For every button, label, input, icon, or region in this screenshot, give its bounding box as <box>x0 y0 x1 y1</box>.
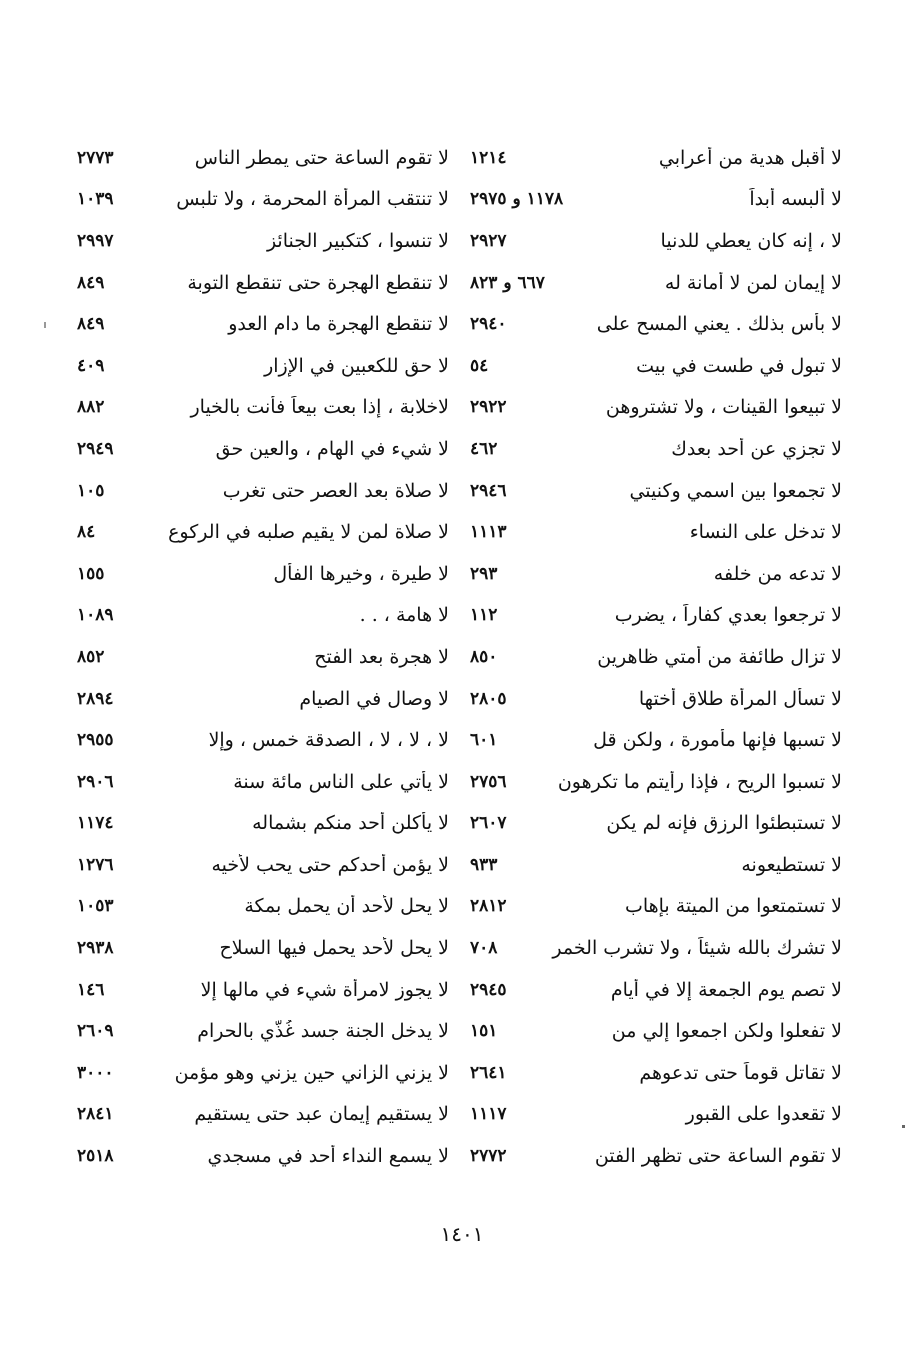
index-entry <box>452 595 842 637</box>
entry-text: لا تبيعوا القينات ، ولا تشتروهن <box>605 396 842 419</box>
entry-text: لا يدخل الجنة جسد غُذّي بالحرام <box>197 1020 449 1043</box>
index-entry <box>69 387 449 429</box>
entry-text: لا تنقطع الهجرة حتى تنقطع التوبة <box>187 271 449 294</box>
index-entry <box>69 303 449 345</box>
index-entry <box>69 553 449 595</box>
entry-reference-number: ٢٦٠٩ <box>77 1021 114 1042</box>
index-entry <box>452 220 842 262</box>
entry-text: لا ، إنه كان يعطي للدنيا <box>660 229 842 252</box>
entry-reference-number: ٢٩٤٥ <box>470 979 507 1000</box>
entry-text: لا هامة ، . . <box>359 604 449 627</box>
entry-text: لا يحل لأحد يحمل فيها السلاح <box>219 937 449 960</box>
entry-reference-number: ٢٩٤٩ <box>77 438 114 459</box>
entry-reference-number: ١٠٣٩ <box>77 189 114 210</box>
index-entry <box>452 719 842 761</box>
index-entry <box>69 220 449 262</box>
entry-text: لا ترجعوا بعدي كفاراً ، يضرب <box>614 604 842 627</box>
entry-text: لا تسبها فإنها مأمورة ، ولكن قل <box>593 729 842 752</box>
entry-text: لا تستبطئوا الرزق فإنه لم يكن <box>606 812 842 835</box>
entry-reference-number: ٢٩٢٧ <box>470 230 507 251</box>
index-entry <box>69 595 449 637</box>
entry-reference-number: ١٥٥ <box>77 563 105 584</box>
index-entry <box>452 636 842 678</box>
entry-text: لا تشرك بالله شيئاً ، ولا تشرب الخمر <box>552 937 842 960</box>
index-entry <box>452 969 842 1011</box>
index-entry <box>452 927 842 969</box>
entry-reference-number: ٨٤٩ <box>77 314 105 335</box>
index-entry <box>452 511 842 553</box>
margin-dot <box>902 1125 905 1128</box>
entry-reference-number: ٢٩٠٦ <box>77 771 114 792</box>
index-entry <box>452 262 842 304</box>
entry-text: لا تزال طائفة من أمتي ظاهرين <box>597 645 842 668</box>
entry-reference-number: ٢٧٧٢ <box>470 1146 507 1167</box>
index-entry <box>452 1094 842 1136</box>
entry-text: لا تسأل المرأة طلاق أختها <box>638 687 842 710</box>
index-entry <box>452 470 842 512</box>
entry-reference-number: ٢٧٥٦ <box>470 771 507 792</box>
entry-text: لا تجزي عن أحد بعدك <box>671 437 842 460</box>
index-entry <box>69 1010 449 1052</box>
entry-text: لا تنقطع الهجرة ما دام العدو <box>228 313 449 336</box>
index-entry <box>452 428 842 470</box>
index-entry <box>69 470 449 512</box>
entry-reference-number: ١٢٧٦ <box>77 854 114 875</box>
entry-reference-number: ٢٦٠٧ <box>470 813 507 834</box>
entry-reference-number: ٢٨٠٥ <box>470 688 507 709</box>
entry-text: لا تدعه من خلفه <box>713 562 842 585</box>
index-entry <box>452 844 842 886</box>
index-entry <box>69 345 449 387</box>
entry-reference-number: ٢٩٥٥ <box>77 730 114 751</box>
index-entry <box>69 511 449 553</box>
entry-reference-number: ٢٧٧٣ <box>77 147 114 168</box>
entry-reference-number: ٢٨١٢ <box>470 896 507 917</box>
index-entry <box>69 886 449 928</box>
entry-reference-number: ١١٢ <box>470 605 498 626</box>
entry-reference-number: ٢٩٩٧ <box>77 230 114 251</box>
index-entry <box>452 137 842 179</box>
entry-text: لا تقاتل قوماً حتى تدعوهم <box>639 1061 842 1084</box>
entry-text: لا يجوز لامرأة شيء في مالها إلا <box>200 978 449 1001</box>
entry-text: لا تستطيعونه <box>741 853 842 876</box>
entry-text: لا تفعلوا ولكن اجمعوا إلي من <box>611 1020 842 1043</box>
index-entry <box>452 1135 842 1177</box>
entry-reference-number: ١٠٥ <box>77 480 105 501</box>
index-entry <box>452 886 842 928</box>
index-entry <box>452 803 842 845</box>
entry-text: لا تقوم الساعة حتى تظهر الفتن <box>594 1145 842 1168</box>
entry-text: لا بأس بذلك . يعني المسح على <box>596 313 842 336</box>
entry-text: لا تقوم الساعة حتى يمطر الناس <box>194 146 449 169</box>
entry-reference-number: ٢٩٣ <box>470 563 498 584</box>
entry-text: لا حق للكعبين في الإزار <box>264 354 449 377</box>
index-entry <box>69 1135 449 1177</box>
index-entry <box>69 1052 449 1094</box>
entry-text: لا يحل لأحد أن يحمل بمكة <box>244 895 449 918</box>
entry-text: لا تجمعوا بين اسمي وكنيتي <box>629 479 842 502</box>
index-entry <box>69 927 449 969</box>
entry-text: لا ، لا ، لا ، الصدقة خمس ، وإلا <box>208 729 449 752</box>
entry-text: لا يزني الزاني حين يزني وهو مؤمن <box>174 1061 449 1084</box>
index-entry <box>452 303 842 345</box>
entry-reference-number: ١٤٦ <box>77 979 105 1000</box>
entry-text: لا هجرة بعد الفتح <box>314 645 449 668</box>
index-entry <box>69 678 449 720</box>
entry-reference-number: ١١٧٤ <box>77 813 114 834</box>
index-entry <box>69 719 449 761</box>
entry-reference-number: ١٠٨٩ <box>77 605 114 626</box>
entry-text: لا إيمان لمن لا أمانة له <box>664 271 842 294</box>
entry-text: لا تسبوا الريح ، فإذا رأيتم ما تكرهون <box>557 770 842 793</box>
entry-reference-number: ١٠٥٣ <box>77 896 114 917</box>
entry-text: لا تصم يوم الجمعة إلا في أيام <box>610 978 842 1001</box>
index-entry <box>69 179 449 221</box>
entry-text: لا وصال في الصيام <box>299 687 449 710</box>
entry-text: لا أقبل هدية من أعرابي <box>658 146 842 169</box>
left-column <box>69 137 449 1177</box>
index-entry <box>69 1094 449 1136</box>
entry-reference-number: ٨٥٢ <box>77 646 105 667</box>
index-entry <box>452 1010 842 1052</box>
entry-reference-number: ٦٠١ <box>470 730 498 751</box>
entry-reference-number: ٨٤٩ <box>77 272 105 293</box>
entry-text: لا يأكلن أحد منكم بشماله <box>252 812 449 835</box>
entry-text: لا تقعدوا على القبور <box>685 1103 842 1126</box>
entry-text: لا تنسوا ، كتكبير الجنائز <box>266 229 449 252</box>
entry-reference-number: ٨٤ <box>77 522 96 543</box>
entry-text: لا ألبسه أبداً <box>749 188 842 211</box>
entry-text: لا يؤمن أحدكم حتى يحب لأخيه <box>211 853 449 876</box>
page-number: ١٤٠١ <box>440 1222 484 1246</box>
entry-reference-number: ٢٨٩٤ <box>77 688 114 709</box>
entry-reference-number: ١٥١ <box>470 1021 498 1042</box>
entry-text: لا تستمتعوا من الميتة بإهاب <box>624 895 842 918</box>
right-column <box>452 137 842 1177</box>
entry-text: لا شيء في الهام ، والعين حق <box>215 437 449 460</box>
entry-reference-number: ٥٤ <box>470 355 489 376</box>
entry-reference-number: ٦٦٧ و ٨٢٣ <box>470 272 545 293</box>
entry-reference-number: ٢٩٢٢ <box>470 397 507 418</box>
entry-text: لا يأتي على الناس مائة سنة <box>233 770 449 793</box>
entry-text: لا تدخل على النساء <box>689 521 842 544</box>
entry-reference-number: ١١٧٨ و ٢٩٧٥ <box>470 189 564 210</box>
index-entry <box>69 636 449 678</box>
entry-reference-number: ٢٨٤١ <box>77 1104 114 1125</box>
entry-text: لا صلاة لمن لا يقيم صلبه في الركوع <box>168 521 449 544</box>
entry-text: لاخلابة ، إذا بعت بيعاً فأنت بالخيار <box>190 396 449 419</box>
entry-reference-number: ١١١٣ <box>470 522 507 543</box>
index-entry <box>452 387 842 429</box>
entry-reference-number: ٧٠٨ <box>470 938 498 959</box>
index-entry <box>452 179 842 221</box>
entry-text: لا طيرة ، وخيرها الفأل <box>273 562 449 585</box>
index-entry <box>69 761 449 803</box>
index-entry <box>452 678 842 720</box>
entry-reference-number: ٢٥١٨ <box>77 1146 114 1167</box>
entry-reference-number: ٨٨٢ <box>77 397 105 418</box>
entry-reference-number: ٩٣٣ <box>470 854 498 875</box>
index-entry <box>69 428 449 470</box>
entry-reference-number: ٢٦٤١ <box>470 1062 507 1083</box>
index-entry <box>69 803 449 845</box>
entry-text: لا صلاة بعد العصر حتى تغرب <box>222 479 449 502</box>
entry-reference-number: ٣٠٠٠ <box>77 1062 114 1083</box>
index-entry <box>452 553 842 595</box>
index-entry <box>452 1052 842 1094</box>
index-entry <box>69 844 449 886</box>
index-entry <box>452 345 842 387</box>
entry-text: لا تنتقب المرأة المحرمة ، ولا تلبس <box>176 188 449 211</box>
entry-reference-number: ٢٩٣٨ <box>77 938 114 959</box>
entry-reference-number: ٨٥٠ <box>470 646 498 667</box>
index-entry <box>69 137 449 179</box>
entry-text: لا تبول في طست في بيت <box>636 354 842 377</box>
entry-reference-number: ١١١٧ <box>470 1104 507 1125</box>
index-entry <box>452 761 842 803</box>
index-entry <box>69 969 449 1011</box>
entry-reference-number: ١٢١٤ <box>470 147 507 168</box>
entry-reference-number: ٤٠٩ <box>77 355 105 376</box>
margin-mark <box>44 322 46 328</box>
entry-text: لا يستقيم إيمان عبد حتى يستقيم <box>194 1103 449 1126</box>
entry-reference-number: ٤٦٢ <box>470 438 498 459</box>
entry-reference-number: ٢٩٤٠ <box>470 314 507 335</box>
entry-reference-number: ٢٩٤٦ <box>470 480 507 501</box>
entry-text: لا يسمع النداء أحد في مسجدي <box>207 1145 449 1168</box>
index-entry <box>69 262 449 304</box>
